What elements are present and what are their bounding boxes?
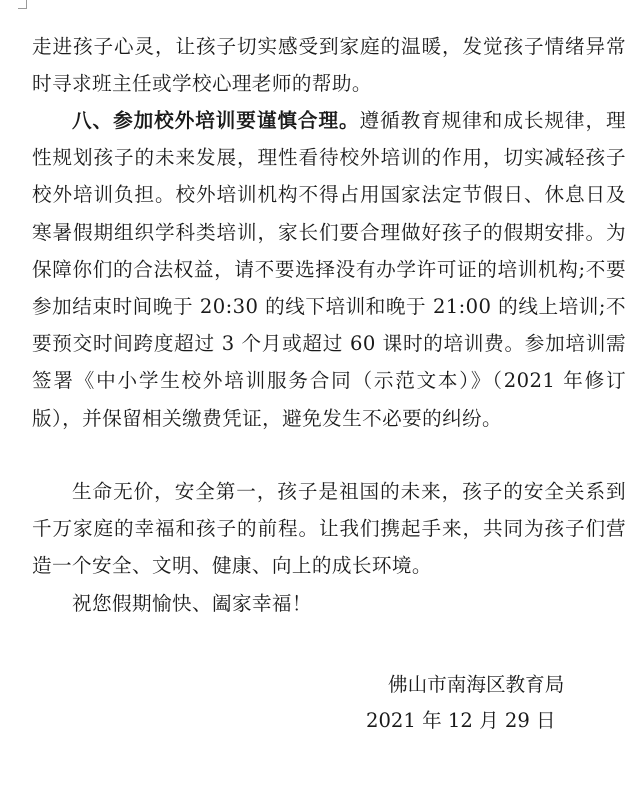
section-8-heading: 八、参加校外培训要谨慎合理。 — [72, 109, 360, 132]
section-8-paragraph — [32, 102, 626, 437]
continuation-paragraph: 走进孩子心灵，让孩子切实感受到家庭的温暖，发觉孩子情绪异常时寻求班主任或学校心理老师的帮助。 — [32, 35, 626, 96]
section-8-body: 遵循教育规律和成长规律，理性规划孩子的未来发展，理性看待校外培训的作用，切实减轻孩子校外培训负担。校外培训机构不得占用国家法定节假日、休息日及寒暑假期组织学科类培训，家长们要合理做好孩子的假期安排。为保障你们的合法权益，请不要选择没有办学许可证的培训机构;不要参加结束时间晚于 20:30 的线下培训和晚于 21:00 的线上培训;不要预交时间跨度超过 3 个月或超过 60 课时的培训费。参加培训需签署《中小学生校外培训服务合同（示范文本）》（2021 年修订版），并保留相关缴费凭证，避免发生不必要的纠纷。 — [32, 109, 626, 430]
page-corner-mark — [18, 0, 27, 9]
closing-paragraph: 生命无价，安全第一，孩子是祖国的未来，孩子的安全关系到千万家庭的幸福和孩子的前程。让我们携起手来，共同为孩子们营造一个安全、文明、健康、向上的成长环境。 — [32, 480, 626, 578]
signature-organization: 佛山市南海区教育局 — [388, 673, 565, 696]
wishes-line: 祝您假期愉快、阖家幸福！ — [72, 592, 312, 615]
signature-date: 2021 年 12 月 29 日 — [366, 709, 556, 732]
